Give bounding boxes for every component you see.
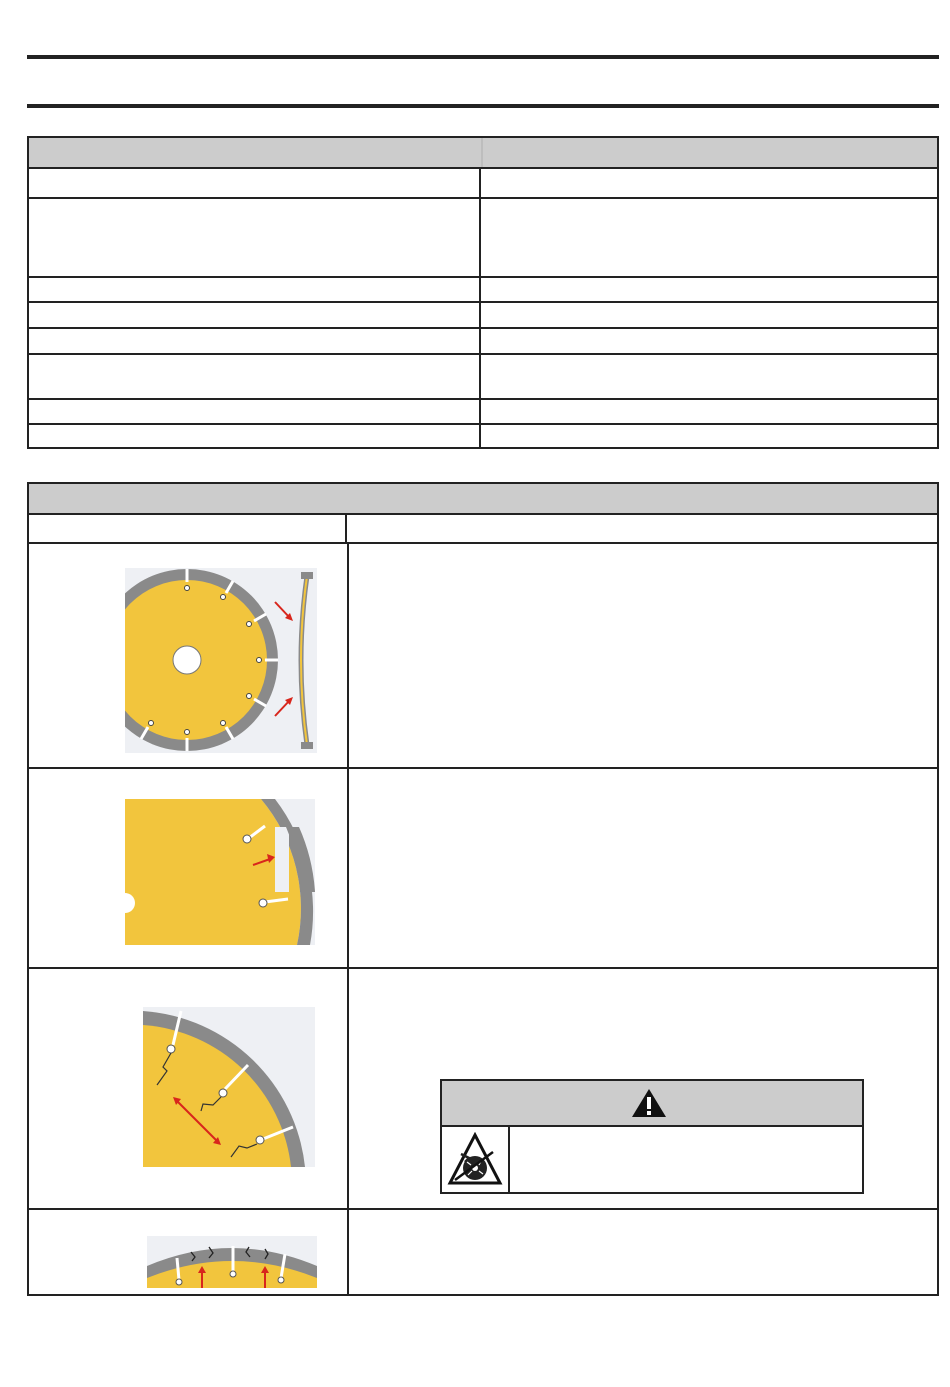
warning-header bbox=[442, 1081, 862, 1127]
spec-row bbox=[29, 329, 937, 355]
damage-row bbox=[29, 769, 937, 969]
spec-value bbox=[481, 329, 937, 353]
figure-cell bbox=[29, 544, 349, 767]
blade-damage-table-header bbox=[29, 484, 937, 515]
spec-row bbox=[29, 355, 937, 400]
spec-value bbox=[481, 169, 937, 197]
spec-label bbox=[29, 303, 481, 327]
page-title bbox=[27, 66, 939, 100]
figure-cell bbox=[29, 969, 349, 1208]
blade-damage-table bbox=[27, 482, 939, 1296]
figure-cell bbox=[29, 769, 349, 967]
spec-row bbox=[29, 425, 937, 447]
spec-value bbox=[481, 278, 937, 301]
specifications-table-title bbox=[29, 138, 937, 146]
damage-description bbox=[349, 544, 937, 767]
blade-warping-figure bbox=[125, 568, 317, 753]
column-header-figure bbox=[29, 515, 347, 542]
damage-description-with-warning bbox=[349, 969, 937, 1208]
specifications-table-header bbox=[29, 138, 937, 169]
core-cracking-figure bbox=[143, 1007, 315, 1167]
spec-value bbox=[481, 355, 937, 398]
top-rule bbox=[27, 55, 939, 59]
specifications-table bbox=[27, 136, 939, 449]
spec-row bbox=[29, 400, 937, 425]
spec-value bbox=[481, 425, 937, 447]
title-rule bbox=[27, 104, 939, 108]
spec-label bbox=[29, 278, 481, 301]
segment-loss-figure bbox=[125, 799, 315, 945]
blade-hazard-icon bbox=[447, 1132, 503, 1188]
damage-row bbox=[29, 544, 937, 769]
segment-cracking-figure bbox=[147, 1236, 317, 1288]
spec-label bbox=[29, 169, 481, 197]
spec-label bbox=[29, 355, 481, 398]
column-header-row bbox=[29, 515, 937, 544]
spec-value bbox=[481, 400, 937, 423]
warning-icon-cell bbox=[442, 1127, 510, 1192]
spec-row bbox=[29, 278, 937, 303]
spec-value bbox=[481, 199, 937, 276]
damage-row bbox=[29, 969, 937, 1210]
spec-label bbox=[29, 199, 481, 276]
damage-description bbox=[349, 769, 937, 967]
warning-triangle-icon bbox=[631, 1088, 667, 1118]
spec-value bbox=[481, 303, 937, 327]
spec-row bbox=[29, 169, 937, 199]
spec-label bbox=[29, 329, 481, 353]
warning-box bbox=[440, 1079, 864, 1194]
figure-cell bbox=[29, 1210, 349, 1294]
spec-row bbox=[29, 303, 937, 329]
warning-body bbox=[442, 1127, 862, 1192]
warning-text bbox=[510, 1127, 862, 1192]
column-header-description bbox=[347, 515, 937, 542]
spec-row bbox=[29, 199, 937, 278]
spec-label bbox=[29, 400, 481, 423]
damage-description bbox=[349, 1210, 937, 1294]
damage-row bbox=[29, 1210, 937, 1294]
blade-damage-table-title bbox=[29, 484, 937, 492]
spec-label bbox=[29, 425, 481, 447]
